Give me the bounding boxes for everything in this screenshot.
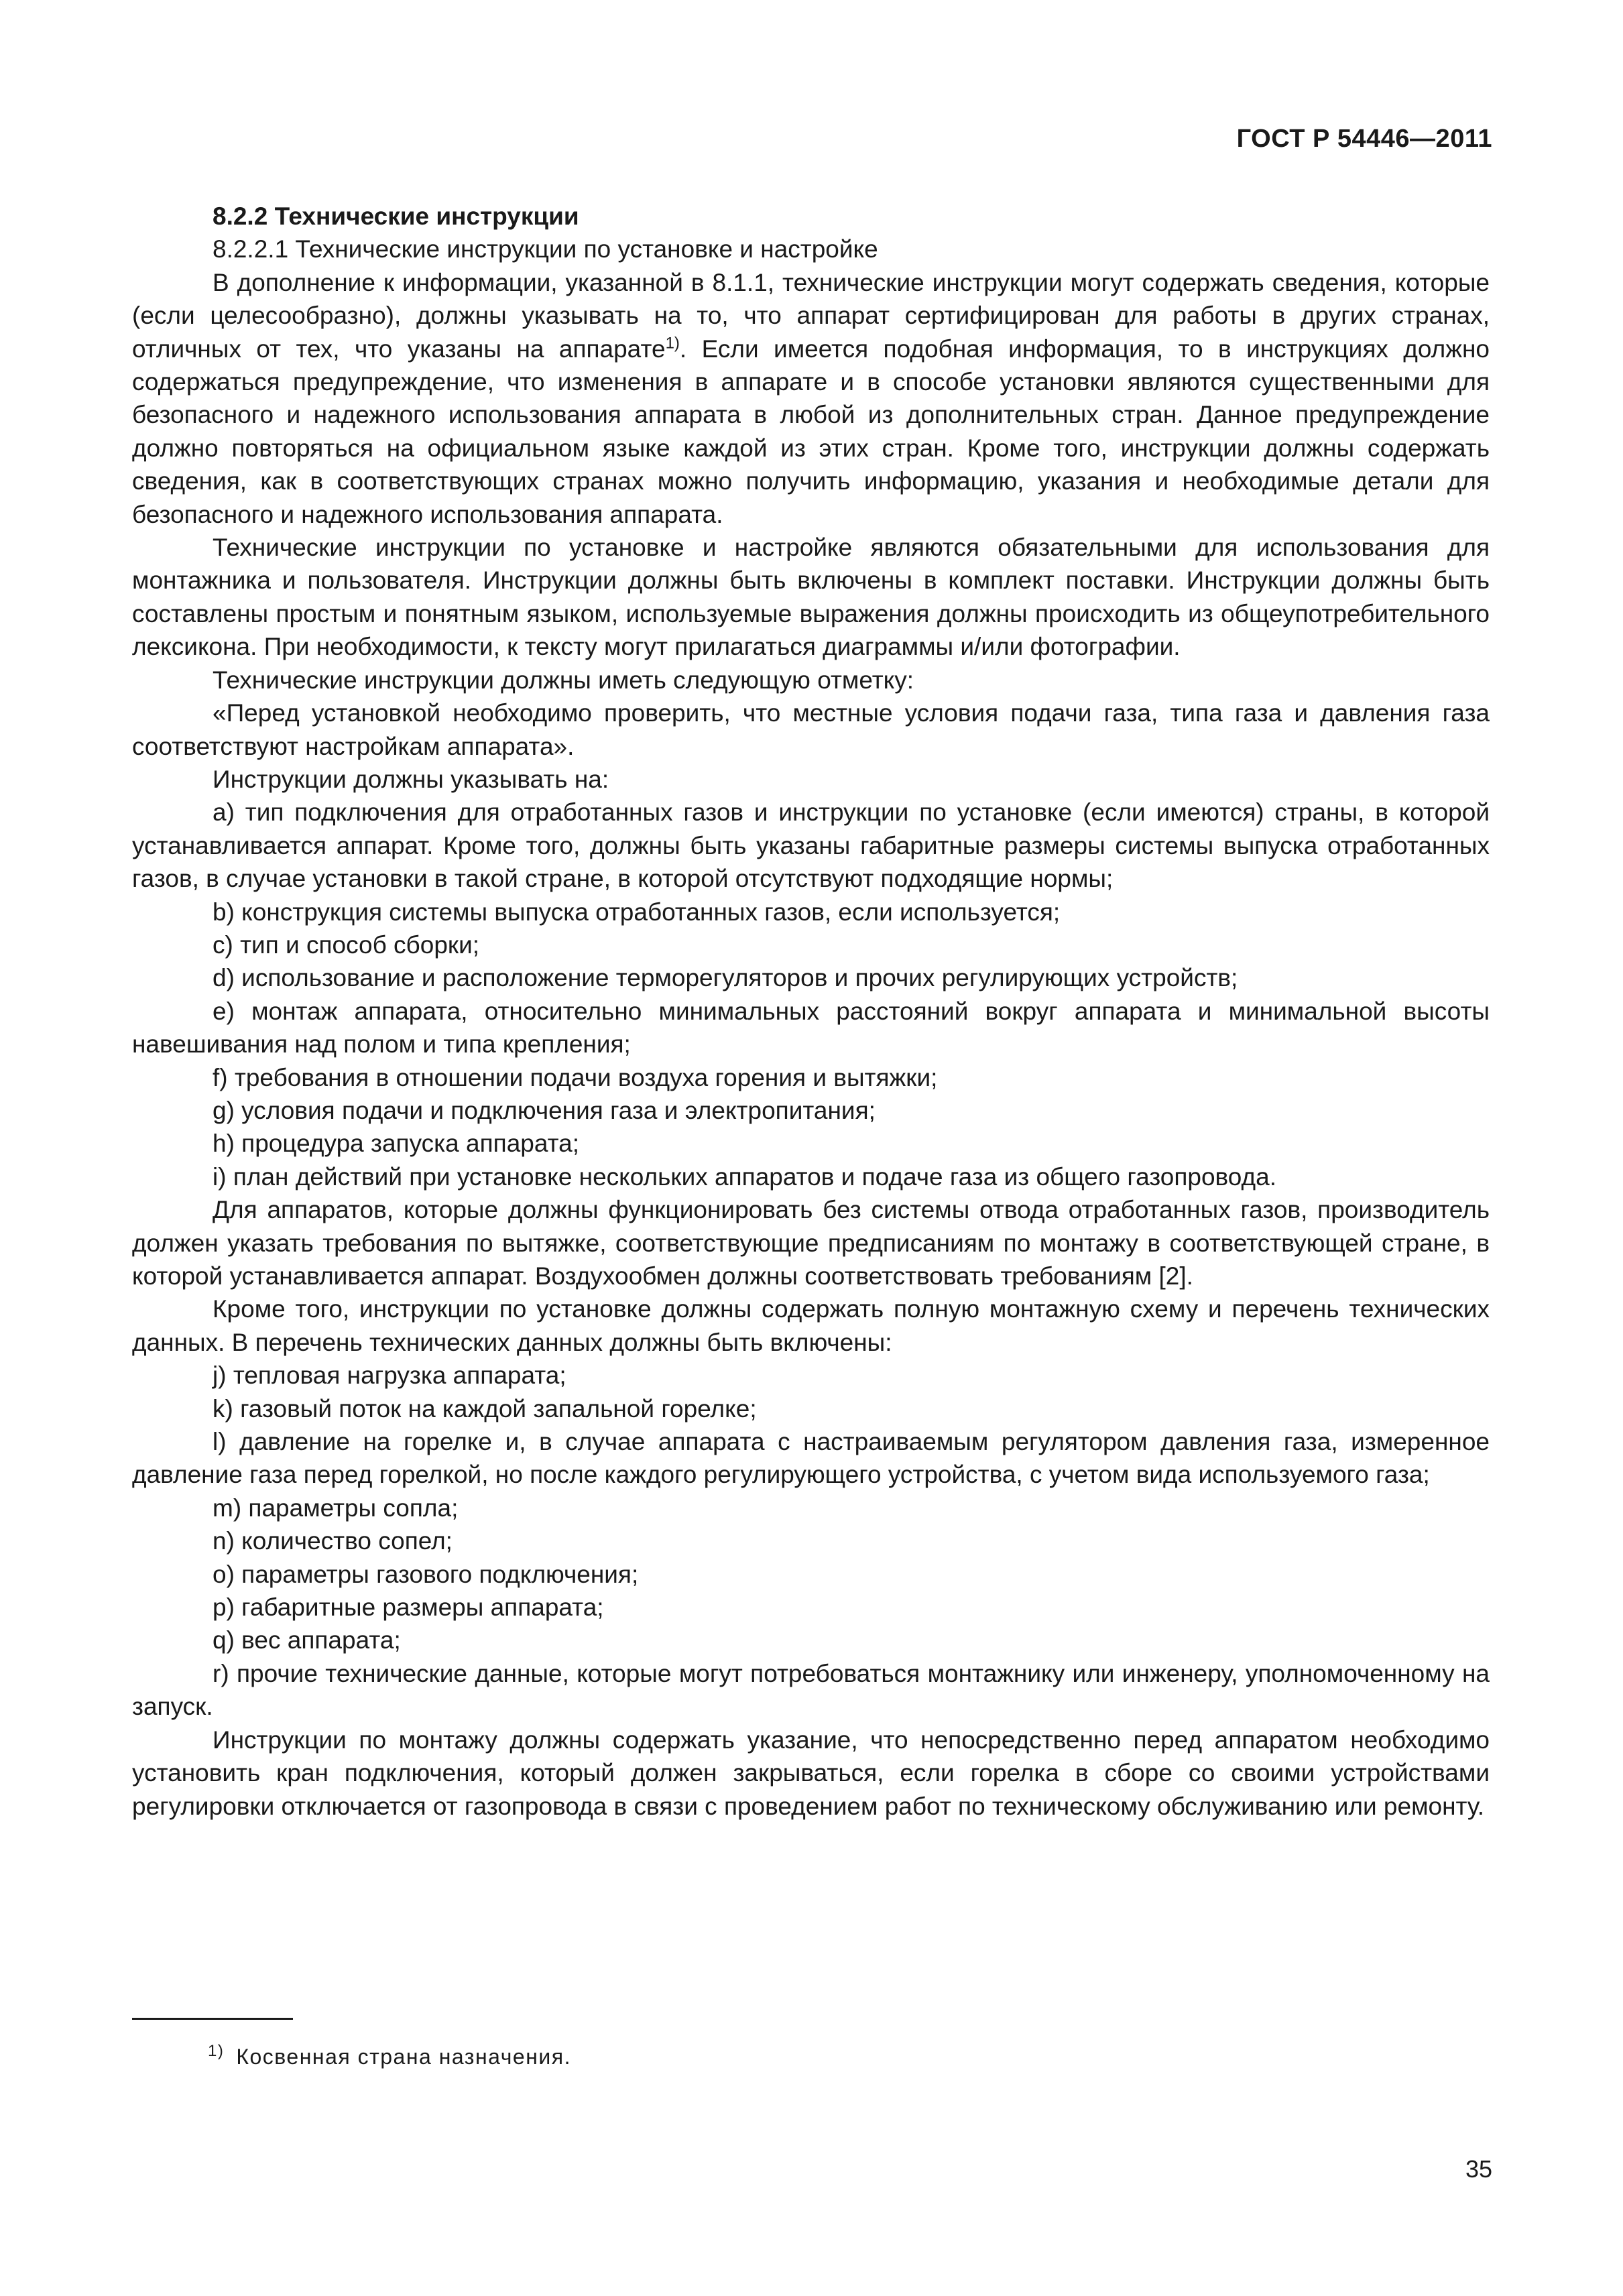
paragraph-3: Технические инструкции должны иметь следующую отметку: <box>213 666 914 694</box>
list-item: o) параметры газового подключения; <box>213 1560 639 1588</box>
list-item: c) тип и способ сборки; <box>213 930 480 959</box>
main-content <box>132 200 1490 1823</box>
list-item: а) тип подключения для отработанных газов и инструкции по установке (если имеются) страны, в которой устанавливается аппарат. Кроме того, должны быть указаны габаритные размеры системы выпуска отработанных газов, в случае установки в такой стране, в которой отсутствуют подходящие нормы; <box>132 798 1490 893</box>
list-item: p) габаритные размеры аппарата; <box>213 1593 604 1622</box>
footnote-reference: 1) <box>665 334 680 353</box>
list-item: r) прочие технические данные, которые могут потребоваться монтажнику или инженеру, уполномоченному на запуск. <box>132 1659 1490 1721</box>
list-item: g) условия подачи и подключения газа и электропитания; <box>213 1096 876 1124</box>
paragraph-2: Технические инструкции по установке и настройке являются обязательными для использования для монтажника и пользователя. Инструкции должны быть включены в комплект поставки. Инструкции должны быть составлены простым и понятным языком, используемые выражения должны происходить из общеупотребительного лексикона. При необходимости, к тексту могут прилагаться диаграммы и/или фотографии. <box>132 534 1490 661</box>
list-item: f) требования в отношении подачи воздуха горения и вытяжки; <box>213 1063 938 1091</box>
paragraph-4: Инструкции должны указывать на: <box>213 765 609 793</box>
page-number: 35 <box>1465 2155 1492 2183</box>
list-item: l) давление на горелке и, в случае аппарата с настраиваемым регулятором давления газа, измеренное давление газа перед горелкой, но после каждого регулирующего устройства, с учетом вида используемого газа; <box>132 1428 1490 1489</box>
list-item: b) конструкция системы выпуска отработанных газов, если используется; <box>213 898 1061 926</box>
list-item: n) количество сопел; <box>213 1527 453 1555</box>
paragraph-6: Кроме того, инструкции по установке должны содержать полную монтажную схему и перечень технических данных. В перечень технических данных должны быть включены: <box>132 1295 1490 1356</box>
list-item: q) вес аппарата; <box>213 1626 401 1654</box>
paragraph-5: Для аппаратов, которые должны функционировать без системы отвода отработанных газов, производитель должен указать требования по вытяжке, соответствующие предписаниям по монтажу в соответствующей стране, в которой устанавливается аппарат. Воздухообмен должны соответствовать требованиям [2]. <box>132 1196 1490 1290</box>
list-item: m) параметры сопла; <box>213 1494 459 1522</box>
document-code-header: ГОСТ Р 54446—2011 <box>1236 125 1492 153</box>
footnote-divider <box>132 2018 293 2020</box>
paragraph-1-text-a: В дополнение к информации, указанной в 8.1.1, технические инструкции могут содержать сведения, которые (если целесообразно), должны указывать на то, что аппарат сертифицирован для работы в других странах, отличных от тех, что указаны на аппарате <box>132 268 1490 363</box>
list-item: i) план действий при установке нескольких аппаратов и подаче газа из общего газопровода. <box>213 1162 1277 1191</box>
footnote <box>208 2042 571 2069</box>
section-heading: 8.2.2 Технические инструкции <box>213 202 579 230</box>
list-item: h) процедура запуска аппарата; <box>213 1130 579 1158</box>
list-item: d) использование и расположение терморегуляторов и прочих регулирующих устройств; <box>213 964 1238 992</box>
subsection-heading: 8.2.2.1 Технические инструкции по установке и настройке <box>213 235 878 263</box>
footnote-mark: 1) <box>208 2042 225 2061</box>
list-item: k) газовый поток на каждой запальной горелке; <box>213 1394 757 1423</box>
paragraph-1-text-b: . Если имеется подобная информация, то в инструкциях должно содержаться предупреждение, что изменения в аппарате и в способе установки являются существенными для безопасного и надежного использования аппарата в любой из дополнительных стран. Данное предупреждение должно повторяться на официальном языке каждой из этих стран. Кроме того, инструкции должны содержать сведения, как в соответствующих странах можно получить информацию, указания и необходимые детали для безопасного и надежного использования аппарата. <box>132 335 1490 528</box>
footnote-text: Косвенная страна назначения. <box>236 2045 571 2069</box>
list-item: e) монтаж аппарата, относительно минимальных расстояний вокруг аппарата и минимальной высоты навешивания над полом и типа крепления; <box>132 997 1490 1059</box>
list-item: j) тепловая нагрузка аппарата; <box>213 1362 566 1390</box>
quote-paragraph: «Перед установкой необходимо проверить, что местные условия подачи газа, типа газа и давления газа соответствуют настройкам аппарата». <box>132 699 1490 760</box>
paragraph-1 <box>132 266 1490 531</box>
paragraph-7: Инструкции по монтажу должны содержать указание, что непосредственно перед аппаратом необходимо установить кран подключения, который должен закрываться, если горелка в сборе со своими устройствами регулировки отключается от газопровода в связи с проведением работ по техническому обслуживанию или ремонту. <box>132 1726 1490 1820</box>
